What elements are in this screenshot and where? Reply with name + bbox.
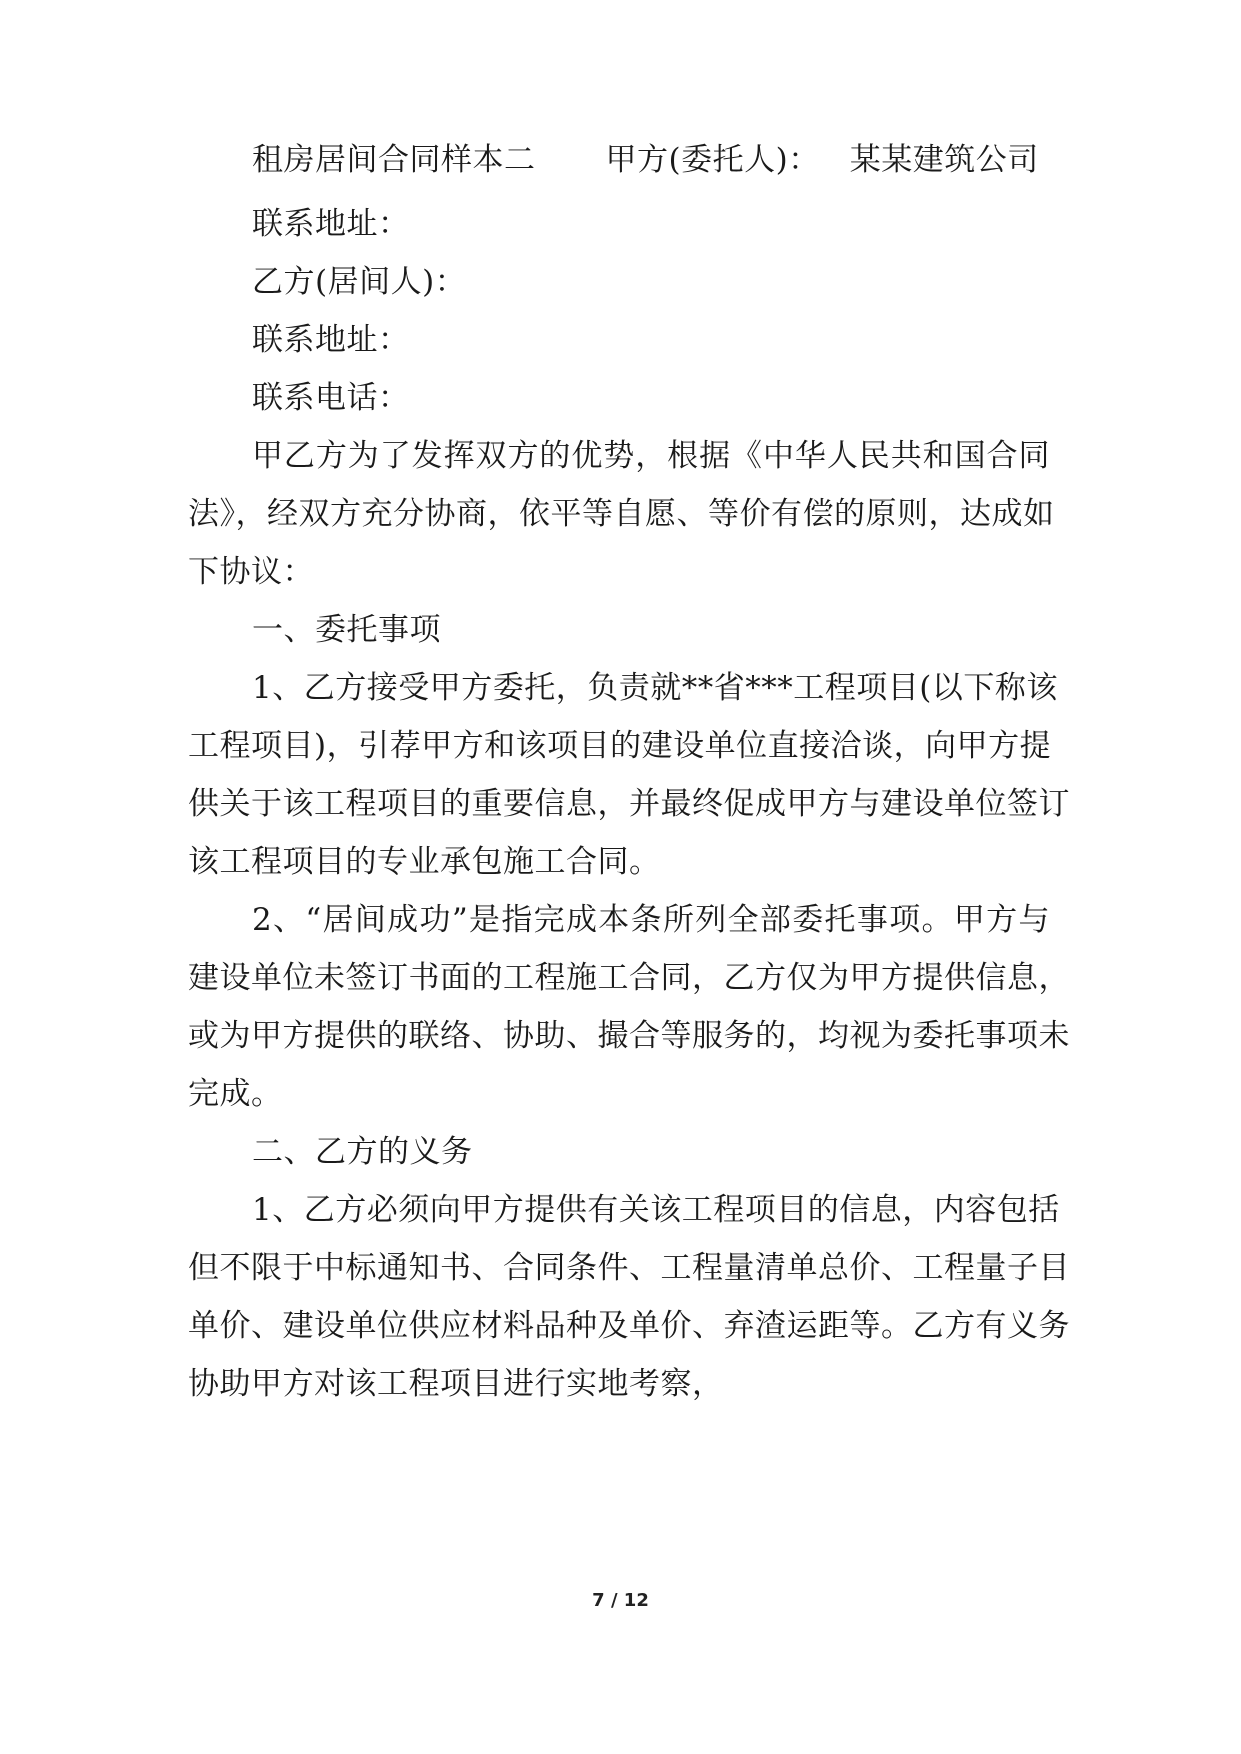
header-line [252,140,1039,180]
party-b-address-label: 联系地址： [252,322,410,358]
intro-line-3: 下协议： [188,554,314,590]
party-b-label: 乙方(居间人)： [252,264,467,300]
document-title: 租房居间合同样本二 [252,142,536,178]
section-2-para-1-line-1: 1、乙方必须向甲方提供有关该工程项目的信息，内容包括 [252,1192,1060,1228]
party-a-name: 某某建筑公司 [849,142,1039,178]
party-b-phone-label: 联系电话： [252,380,410,416]
intro-line-2: 法》，经双方充分协商，依平等自愿、等价有偿的原则，达成如 [188,496,1055,532]
section-2-heading: 二、乙方的义务 [252,1134,473,1170]
section-1-heading: 一、委托事项 [252,612,441,648]
section-1-para-1-line-4: 该工程项目的专业承包施工合同。 [188,844,661,880]
section-2-para-1-line-4: 协助甲方对该工程项目进行实地考察， [188,1366,724,1402]
section-1-para-2-line-3: 或为甲方提供的联络、协助、撮合等服务的，均视为委托事项未 [188,1018,1070,1054]
section-2-para-1-line-3: 单价、建设单位供应材料品种及单价、弃渣运距等。乙方有义务 [188,1308,1070,1344]
section-1-para-2-line-2: 建设单位未签订书面的工程施工合同，乙方仅为甲方提供信息， [188,960,1070,996]
section-1-para-2-line-4: 完成。 [188,1076,283,1112]
party-a-label: 甲方(委托人)： [605,142,820,178]
party-a-address-label: 联系地址： [252,206,410,242]
section-1-para-1-line-2: 工程项目)，引荐甲方和该项目的建设单位直接洽谈，向甲方提 [188,728,1052,764]
section-1-para-1-line-3: 供关于该工程项目的重要信息，并最终促成甲方与建设单位签订 [188,786,1070,822]
section-2-para-1-line-2: 但不限于中标通知书、合同条件、工程量清单总价、工程量子目 [188,1250,1070,1286]
intro-line-1: 甲乙方为了发挥双方的优势，根据《中华人民共和国合同 [252,438,1050,474]
section-1-para-1-line-1: 1、乙方接受甲方委托，负责就**省***工程项目(以下称该 [252,670,1058,706]
section-1-para-2-line-1: 2、“居间成功”是指完成本条所列全部委托事项。甲方与 [252,902,1050,938]
page-number: 7 / 12 [592,1590,649,1611]
